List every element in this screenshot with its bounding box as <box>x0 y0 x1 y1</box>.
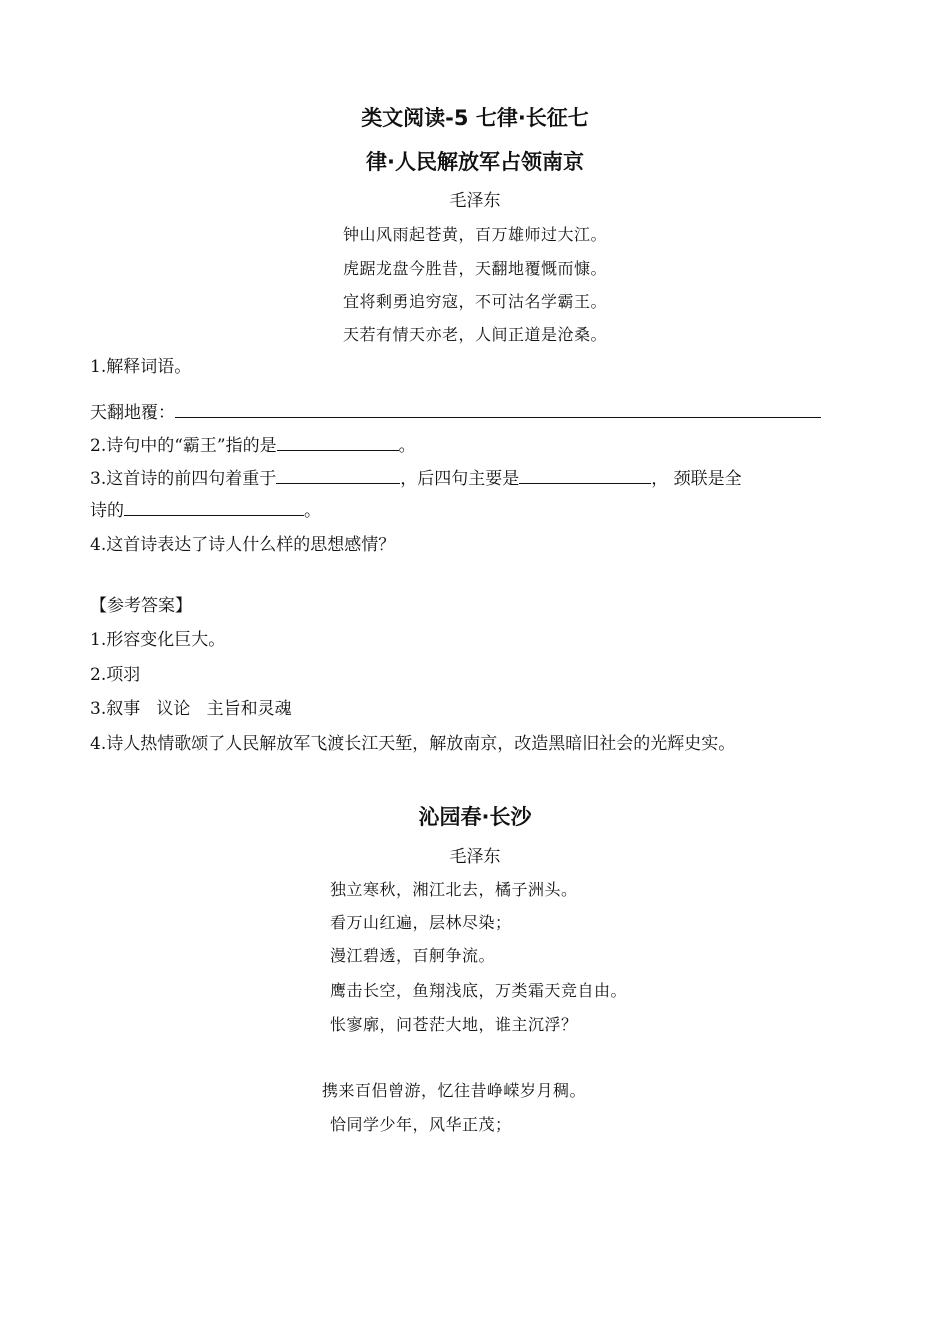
poem1-line: 钟山风雨起苍黄，百万雄师过大江。 <box>342 225 607 244</box>
answer-blank[interactable] <box>276 465 400 484</box>
question-3-line2 <box>90 496 321 521</box>
poem2-line: 看万山红遍，层林尽染； <box>330 913 512 932</box>
poem2-author: 毛泽东 <box>449 847 501 867</box>
question-2-suffix: 。 <box>398 436 416 456</box>
answer-3: 3.叙事 议论 主旨和灵魂 <box>90 699 292 719</box>
poem1-line: 虎踞龙盘今胜昔，天翻地覆慨而慷。 <box>342 259 607 278</box>
answer-blank[interactable] <box>519 465 651 484</box>
question-3 <box>90 464 742 489</box>
poem2-line: 怅寥廓，问苍茫大地，谁主沉浮？ <box>330 1015 578 1034</box>
answers-heading: 【参考答案】 <box>90 596 192 616</box>
answer-blank[interactable] <box>277 432 399 451</box>
answer-2: 2.项羽 <box>90 665 141 685</box>
doc-title-line2: 律·人民解放军占领南京 <box>366 150 584 174</box>
poem2-line: 恰同学少年，风华正茂； <box>330 1115 512 1134</box>
poem1-line: 天若有情天亦老，人间正道是沧桑。 <box>342 325 607 344</box>
question-3-line2-suffix: 。 <box>304 501 321 521</box>
question-3-line2-text: 诗的 <box>90 501 124 521</box>
poem2-line: 漫江碧透，百舸争流。 <box>330 946 496 965</box>
poem2-line: 鹰击长空，鱼翔浅底，万类霜天竞自由。 <box>330 981 628 1000</box>
doc-title-line1: 类文阅读-5 七律·长征七 <box>361 106 589 130</box>
poem2-line: 独立寒秋，湘江北去，橘子洲头。 <box>330 880 578 899</box>
question-1-term-row <box>90 398 821 423</box>
question-3-text: 3.这首诗的前四句着重于 <box>90 469 277 489</box>
question-1-term: 天翻地覆： <box>90 403 175 423</box>
question-3-tail: ， 颈联是全 <box>651 469 742 489</box>
poem2-line: 携来百侣曾游，忆往昔峥嵘岁月稠。 <box>322 1081 587 1100</box>
answer-blank[interactable] <box>124 497 304 516</box>
poem1-line: 宜将剩勇追穷寇，不可沽名学霸王。 <box>342 292 607 311</box>
question-2 <box>90 431 416 456</box>
question-2-text: 2.诗句中的“霸王”指的是 <box>90 436 277 456</box>
answer-blank[interactable] <box>175 399 821 418</box>
question-1: 1.解释词语。 <box>90 357 192 377</box>
question-4: 4.这首诗表达了诗人什么样的思想感情？ <box>90 535 396 555</box>
answer-4: 4.诗人热情歌颂了人民解放军飞渡长江天堑，解放南京，改造黑暗旧社会的光辉史实。 <box>90 734 736 754</box>
poem2-title: 沁园春·长沙 <box>418 805 532 829</box>
poem1-author: 毛泽东 <box>449 191 501 211</box>
question-3-middle: ，后四句主要是 <box>400 469 520 489</box>
answer-1: 1.形容变化巨大。 <box>90 630 226 650</box>
